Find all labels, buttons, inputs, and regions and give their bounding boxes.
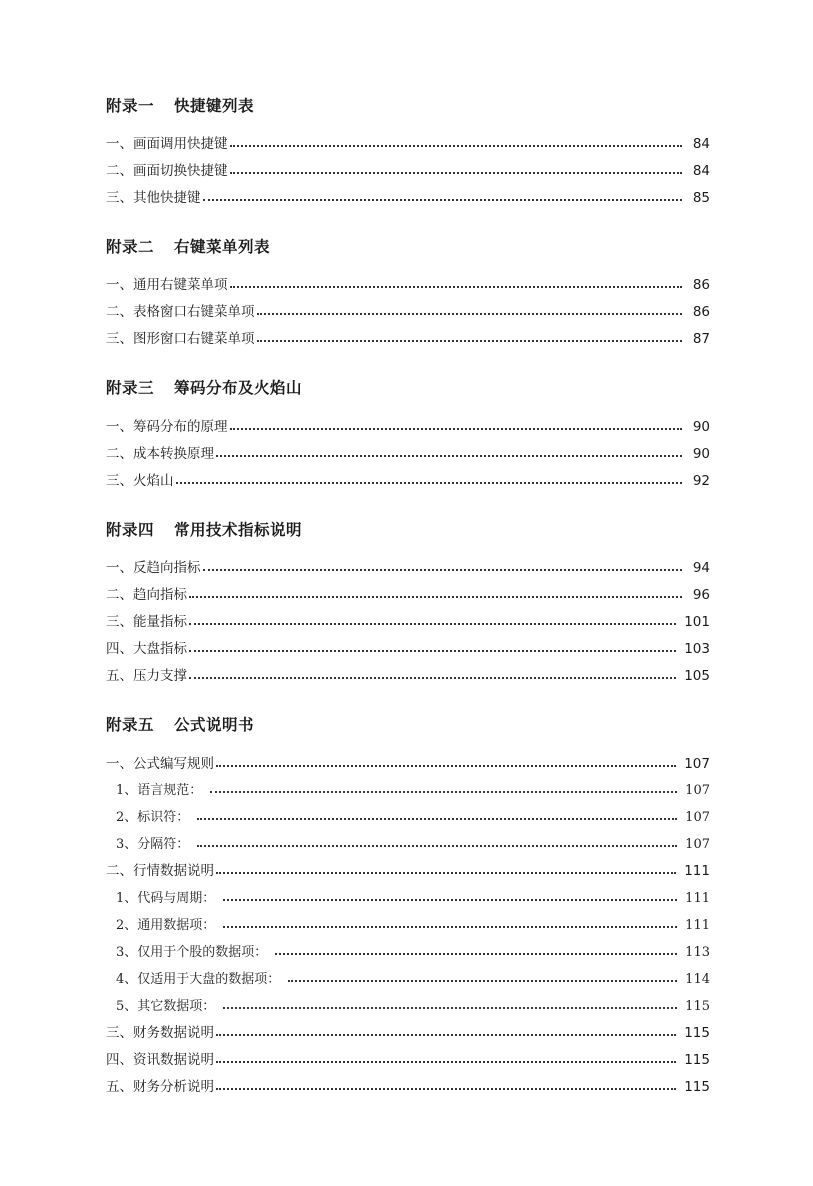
dot-leader	[216, 1034, 676, 1036]
page-number: 107	[685, 783, 710, 798]
dot-leader	[189, 596, 682, 598]
toc-subentry[interactable]	[106, 940, 710, 960]
dot-leader	[257, 313, 683, 315]
appendix-number: 附录二	[106, 238, 155, 256]
entry-label: 3、仅用于个股的数据项：	[116, 945, 268, 960]
entry-label: 二、表格窗口右键菜单项	[106, 304, 255, 320]
appendix-title: 右键菜单列表	[174, 238, 271, 256]
appendix-heading	[106, 94, 254, 116]
entry-label: 三、能量指标	[106, 614, 187, 630]
dot-leader	[197, 818, 677, 820]
entry-label: 二、画面切换快捷键	[106, 163, 228, 179]
dot-leader	[230, 428, 683, 430]
page-number: 86	[692, 304, 710, 320]
page-number: 84	[692, 163, 710, 179]
dot-leader	[223, 926, 677, 928]
entry-label: 一、反趋向指标	[106, 560, 201, 576]
page-number: 103	[684, 641, 710, 657]
entry-label: 4、仅适用于大盘的数据项：	[116, 972, 281, 987]
toc-entry[interactable]	[106, 1075, 710, 1095]
page-number: 85	[692, 190, 710, 206]
toc-entry[interactable]	[106, 159, 710, 179]
toc-entry[interactable]	[106, 327, 710, 347]
toc-entry[interactable]	[106, 442, 710, 462]
page-number: 114	[685, 972, 710, 987]
page-number: 107	[685, 837, 710, 852]
appendix-number: 附录三	[106, 379, 155, 397]
toc-entry[interactable]	[106, 186, 710, 206]
toc-entry[interactable]	[106, 583, 710, 603]
entry-label: 二、行情数据说明	[106, 863, 214, 879]
entry-label: 二、成本转换原理	[106, 446, 214, 462]
entry-label: 一、筹码分布的原理	[106, 419, 228, 435]
dot-leader	[197, 845, 677, 847]
appendix-heading	[106, 235, 270, 257]
dot-leader	[216, 1061, 676, 1063]
dot-leader	[257, 340, 683, 342]
dot-leader	[210, 791, 677, 793]
dot-leader	[203, 199, 683, 201]
page-number: 115	[684, 1079, 710, 1095]
page-number: 84	[692, 136, 710, 152]
toc-entry[interactable]	[106, 610, 710, 630]
appendix-number: 附录一	[106, 97, 155, 115]
entry-label: 三、其他快捷键	[106, 190, 201, 206]
toc-entry[interactable]	[106, 752, 710, 772]
appendix-heading	[106, 518, 302, 540]
page-number: 111	[685, 918, 710, 933]
appendix-number: 附录四	[106, 521, 155, 539]
entry-label: 5、其它数据项：	[116, 999, 216, 1014]
appendix-title: 筹码分布及火焰山	[174, 379, 303, 397]
dot-leader	[223, 899, 677, 901]
toc-subentry[interactable]	[106, 778, 710, 798]
dot-leader	[230, 286, 683, 288]
entry-label: 1、代码与周期：	[116, 891, 216, 906]
entry-label: 二、趋向指标	[106, 587, 187, 603]
page-number: 90	[692, 419, 710, 435]
page-number: 111	[685, 891, 710, 906]
page-number: 92	[692, 473, 710, 489]
dot-leader	[216, 1088, 676, 1090]
entry-label: 一、通用右键菜单项	[106, 277, 228, 293]
dot-leader	[189, 677, 676, 679]
dot-leader	[203, 569, 683, 571]
toc-entry[interactable]	[106, 556, 710, 576]
entry-label: 四、资讯数据说明	[106, 1052, 214, 1068]
dot-leader	[216, 872, 676, 874]
entry-label: 一、公式编写规则	[106, 756, 214, 772]
toc-entry[interactable]	[106, 637, 710, 657]
dot-leader	[275, 953, 677, 955]
page-number: 94	[692, 560, 710, 576]
page-number: 115	[684, 1052, 710, 1068]
toc-subentry[interactable]	[106, 832, 710, 852]
toc-entry[interactable]	[106, 469, 710, 489]
entry-label: 2、标识符：	[116, 810, 190, 825]
entry-label: 一、画面调用快捷键	[106, 136, 228, 152]
toc-entry[interactable]	[106, 273, 710, 293]
toc-entry[interactable]	[106, 415, 710, 435]
appendix-heading	[106, 713, 254, 735]
page-number: 96	[692, 587, 710, 603]
page-number: 87	[692, 331, 710, 347]
dot-leader	[189, 650, 676, 652]
appendix-heading	[106, 376, 302, 398]
page-number: 107	[685, 810, 710, 825]
dot-leader	[189, 623, 676, 625]
toc-subentry[interactable]	[106, 886, 710, 906]
toc-subentry[interactable]	[106, 994, 710, 1014]
toc-entry[interactable]	[106, 300, 710, 320]
appendix-title: 公式说明书	[174, 716, 255, 734]
toc-subentry[interactable]	[106, 967, 710, 987]
dot-leader	[230, 145, 683, 147]
toc-entry[interactable]	[106, 1021, 710, 1041]
appendix-title: 快捷键列表	[174, 97, 255, 115]
entry-label: 三、图形窗口右键菜单项	[106, 331, 255, 347]
toc-entry[interactable]	[106, 132, 710, 152]
page-number: 113	[685, 945, 710, 960]
toc-entry[interactable]	[106, 664, 710, 684]
page-number: 105	[684, 668, 710, 684]
dot-leader	[230, 172, 683, 174]
page-number: 115	[684, 1025, 710, 1041]
appendix-number: 附录五	[106, 716, 155, 734]
entry-label: 五、压力支撑	[106, 668, 187, 684]
toc-subentry[interactable]	[106, 805, 710, 825]
dot-leader	[176, 482, 683, 484]
toc-entry[interactable]	[106, 1048, 710, 1068]
page-number: 90	[692, 446, 710, 462]
dot-leader	[216, 455, 682, 457]
page-number: 107	[684, 756, 710, 772]
toc-entry[interactable]	[106, 859, 710, 879]
dot-leader	[223, 1007, 677, 1009]
entry-label: 2、通用数据项：	[116, 918, 216, 933]
page-number: 101	[684, 614, 710, 630]
page-number: 115	[685, 999, 710, 1014]
toc-subentry[interactable]	[106, 913, 710, 933]
dot-leader	[216, 765, 676, 767]
entry-label: 三、财务数据说明	[106, 1025, 214, 1041]
dot-leader	[288, 980, 677, 982]
entry-label: 三、火焰山	[106, 473, 174, 489]
entry-label: 1、语言规范：	[116, 783, 203, 798]
entry-label: 四、大盘指标	[106, 641, 187, 657]
entry-label: 3、分隔符：	[116, 837, 190, 852]
entry-label: 五、财务分析说明	[106, 1079, 214, 1095]
page-number: 86	[692, 277, 710, 293]
page-number: 111	[684, 863, 710, 879]
appendix-title: 常用技术指标说明	[174, 521, 303, 539]
